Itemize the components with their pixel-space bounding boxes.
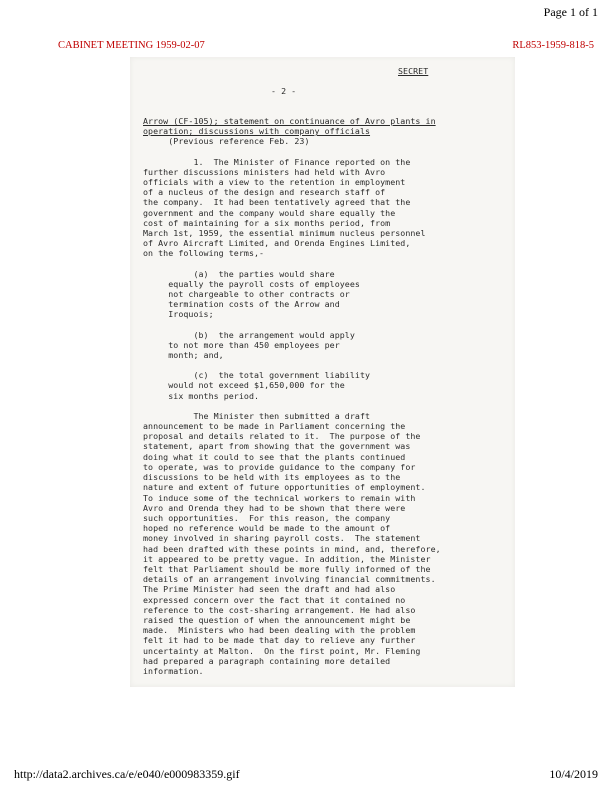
paragraph-line: information. [143,665,204,676]
paragraph-line: The Prime Minister had seen the draft and had also [143,584,396,595]
paragraph-line: expressed concern over the fact that it contained no [143,594,406,605]
term-a [143,269,513,320]
term-line: (b) the arrangement would apply [143,329,355,340]
paragraph-line: the company. It had been tentatively agreed that the [143,197,411,208]
paragraph-line: discussions to be held with its employees as to the [143,472,401,483]
classification-mark: SECRET [398,66,429,76]
subject-heading [143,116,513,147]
paragraph-line: made. Ministers who had been dealing with the problem [143,625,416,636]
paragraph-line: hoped no reference would be made to the amount of [143,523,391,534]
term-line: Iroquois; [143,309,214,320]
paragraph-line: 1. The Minister of Finance reported on the [143,156,411,167]
paragraph-line: of a nucleus of the design and research staff of [143,187,386,198]
paragraph-line: such opportunities. For this reason, the company [143,512,391,523]
term-line: six months period. [143,390,260,401]
paragraph-line: announcement to be made in Parliament concerning the [143,421,406,432]
term-c [143,370,513,401]
paragraph-line: felt that Parliament should be more fully informed of the [143,563,431,574]
paragraph-line: raised the question of when the announcement might be [143,614,411,625]
paragraph-line: uncertainty at Malton. On the first point, Mr. Fleming [143,645,421,656]
meeting-label: CABINET MEETING 1959-02-07 [58,40,205,51]
paragraph-line: March 1st, 1959, the essential minimum nucleus personnel [143,228,426,239]
paragraph-1 [143,157,513,259]
term-line: (a) the parties would share [143,268,335,279]
paragraph-line: details of an arrangement involving financial commitments. [143,574,436,585]
page-number: - 2 - [271,86,297,96]
document-body [143,116,513,676]
previous-reference: (Previous reference Feb. 23) [143,136,310,147]
term-b [143,330,513,361]
paragraph-line: money involved in sharing payroll costs. The statement [143,533,421,544]
paragraph-line: it appeared to be pretty vague. In addition, the Minister [143,553,431,564]
paragraph-line: officials with a view to the retention in employment [143,177,406,188]
paragraph-line: had been drafted with these points in mind, and, therefore, [143,543,441,554]
paragraph-line: Avro and Orenda they had to be shown that there were [143,502,406,513]
paragraph-line: statement, apart from showing that the government was [143,441,411,452]
subject-line: Arrow (CF-105); statement on continuance of Avro plants in [143,116,436,126]
paragraph-line: doing what it could to see that the plants continued [143,451,406,462]
term-line: equally the payroll costs of employees [143,278,360,289]
paragraph-line: further discussions ministers had held with Avro [143,166,386,177]
paragraph-line: To induce some of the technical workers to remain with [143,492,416,503]
term-line: month; and, [143,350,224,361]
paragraph-line: felt it had to be made that day to relieve any further [143,635,416,646]
paragraph-2 [143,411,513,676]
subject-line: operation; discussions with company officials [143,126,371,137]
print-date: 10/4/2019 [549,767,598,781]
term-line: would not exceed $1,650,000 for the [143,380,345,391]
paragraph-line: proposal and details related to it. The purpose of the [143,431,421,442]
paragraph-line: on the following terms,- [143,248,265,259]
term-line: not chargeable to other contracts or [143,289,350,300]
term-line: to not more than 450 employees per [143,339,340,350]
source-url: http://data2.archives.ca/e/e040/e000983359.gif [14,767,240,781]
paragraph-line: nature and extent of future opportunities of employment. [143,482,426,493]
paragraph-line: cost of maintaining for a six months period, from [143,217,391,228]
paragraph-line: reference to the cost-sharing arrangement. He had also [143,604,416,615]
paragraph-line: had prepared a paragraph containing more detailed [143,655,391,666]
paragraph-line: government and the company would share equally the [143,207,396,218]
paragraph-line: of Avro Aircraft Limited, and Orenda Engines Limited, [143,238,411,249]
term-line: termination costs of the Arrow and [143,299,340,310]
page-indicator: Page 1 of 1 [543,5,598,19]
paragraph-line: to operate, was to provide guidance to the company for [143,461,416,472]
reference-number: RL853-1959-818-5 [512,40,594,51]
paragraph-line: The Minister then submitted a draft [143,410,371,421]
term-line: (c) the total government liability [143,370,371,381]
